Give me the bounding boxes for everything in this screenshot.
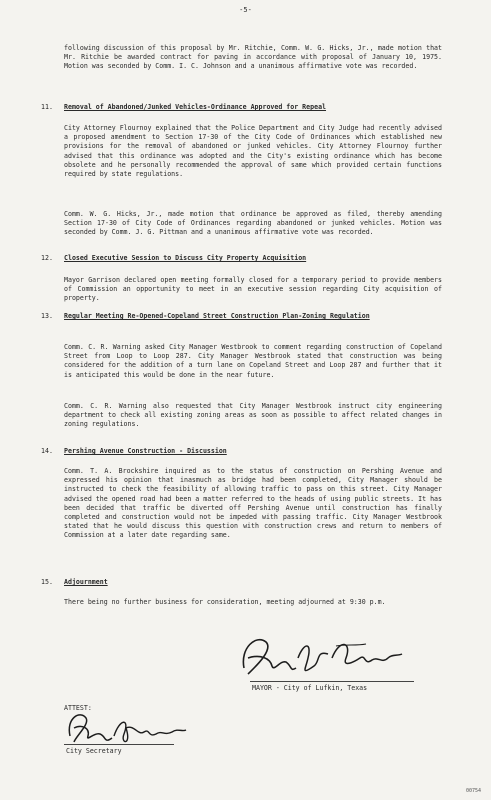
item-heading: Closed Executive Session to Discuss City Property Acquisition: [64, 254, 307, 262]
attest-label: ATTEST:: [64, 704, 92, 712]
mayor-signature: [236, 628, 404, 684]
item-number: 12.: [41, 254, 53, 262]
item-heading: Pershing Avenue Construction - Discussion: [64, 447, 227, 455]
page-number: -5-: [239, 6, 252, 14]
item-14-paragraph-1: Comm. T. A. Brockshire inquired as to the status of construction on Pershing Avenue and expressed his opinion that inasmuch as bridge had been completed, City Manager should be instructed to check the feasibility of allowing traffic to pass on this street. City Manager advised the opened road had been a matter referred to the heads of using public streets. It has been decided that traffic be diverted off Pershing Avenue until construction has finally completed and construction would not be impeded with passing traffic. City Manager Westbrook stated that he would discuss this question with construction crews and return to members of Commission at a later date regarding same.: [64, 467, 442, 540]
secretary-signature-line: [64, 744, 174, 745]
item-12-paragraph-1: Mayor Garrison declared open meeting formally closed for a temporary period to provide members of Commission an opportunity to meet in an executive session regarding City acquisition of property.: [64, 276, 442, 303]
item-number: 11.: [41, 103, 53, 111]
item-number: 15.: [41, 578, 53, 586]
mayor-signature-line: [250, 681, 414, 682]
item-11-paragraph-2: Comm. W. G. Hicks, Jr., made motion that ordinance be approved as filed, thereby amending Section 17-30 of City Code of Ordinances regarding abandoned or junked vehicles. Motion was seconded by Comm. J. G. Pittman and a unanimous affirmative vote was recorded.: [64, 210, 442, 237]
item-number: 14.: [41, 447, 53, 455]
item-number: 13.: [41, 312, 53, 320]
item-15-paragraph-1: There being no further business for consideration, meeting adjourned at 9:30 p.m.: [64, 598, 386, 606]
item-heading: Adjournment: [64, 578, 108, 586]
item-11-paragraph-1: City Attorney Flournoy explained that the Police Department and City Judge had recently advised a proposed amendment to Section 17-30 of the City Code of Ordinances which established new provisions for the removal of abandoned or junked vehicles. City Attorney Flournoy further advised that this ordinance was adopted and the City's existing ordinance which has become obsolete and he personally recommended the approval of same which provided certain functions required by state regulations.: [64, 124, 442, 179]
item-heading: Removal of Abandoned/Junked Vehicles-Ordinance Approved for Repeal: [64, 103, 327, 111]
corner-stamp: 00754: [465, 787, 481, 794]
item-heading: Regular Meeting Re-Opened-Copeland Street Construction Plan-Zoning Regulation: [64, 312, 370, 320]
secretary-label: City Secretary: [66, 747, 122, 755]
mayor-title: MAYOR - City of Lufkin, Texas: [252, 684, 368, 692]
item-13-paragraph-1: Comm. C. R. Warning asked City Manager Westbrook to comment regarding construction of Copeland Street from Loop to Loop 287. City Manager Westbrook stated that construction was being considered for the addition of a turn lane on Copeland Street and Loop 287 and further that it is anticipated this would be done in the near future.: [64, 343, 442, 379]
item-13-paragraph-2: Comm. C. R. Warning also requested that City Manager Westbrook instruct city engineering department to check all existing zoning areas as soon as possible to affect related changes in zoning regulations.: [64, 402, 442, 429]
intro-paragraph: following discussion of this proposal by Mr. Ritchie, Comm. W. G. Hicks, Jr., made motion that Mr. Ritchie be awarded contract for paving in accordance with proposal of January 10, 1975. Motion was seconded by Comm. I. C. Johnson and a unanimous affirmative vote was recorded.: [64, 44, 442, 71]
